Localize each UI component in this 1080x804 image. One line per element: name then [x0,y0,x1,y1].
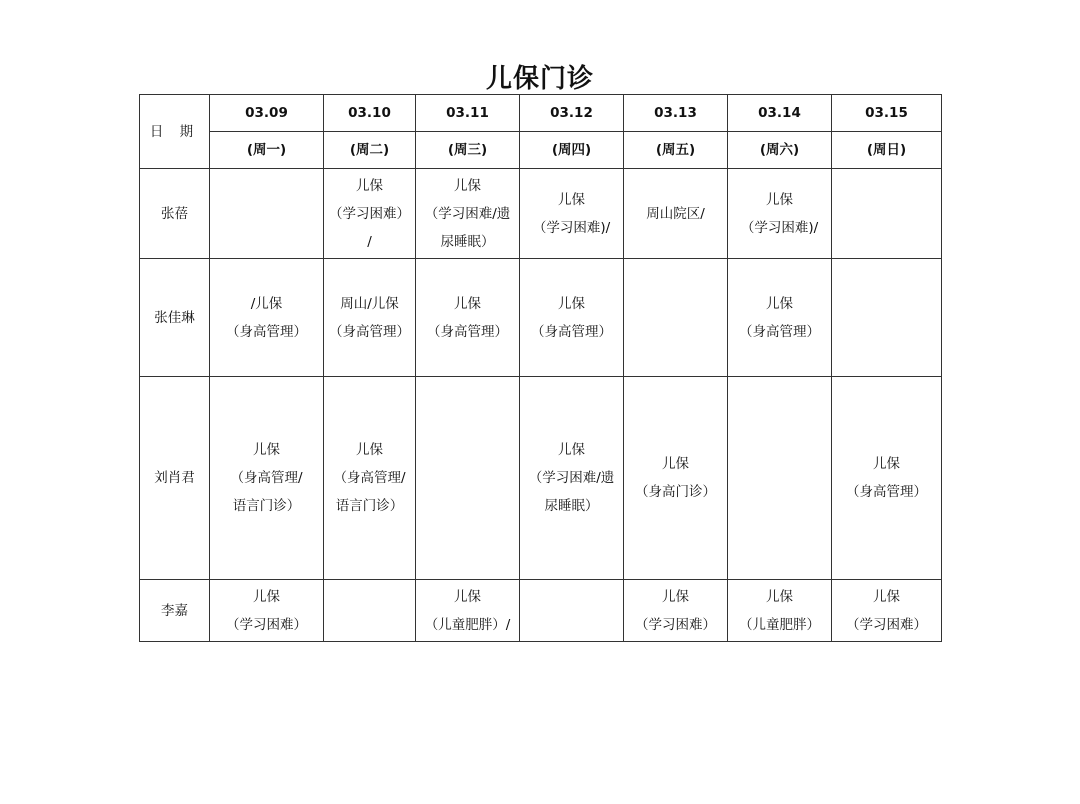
date-cell: 03.13 [624,95,728,132]
weekday-cell: (周六) [728,132,832,169]
schedule-cell-line: 周山院区/ [646,205,705,222]
schedule-cell-line: 儿保 [558,191,585,208]
schedule-cell [210,169,324,259]
schedule-cell-line: 尿睡眠） [440,233,495,250]
doctor-name: 李嘉 [140,580,210,642]
doctor-name: 张佳琳 [140,259,210,377]
schedule-cell [210,580,324,642]
schedule-cell-line: （儿童肥胖）/ [424,616,511,633]
schedule-cell-line: 儿保 [766,588,793,605]
schedule-cell-line: 儿保 [454,177,481,194]
schedule-cell-line: 儿保 [253,442,280,458]
schedule-cell [210,377,324,580]
schedule-cell [728,259,832,377]
weekday-cell: (周四) [520,132,624,169]
schedule-cell-line: 儿保 [766,295,793,312]
schedule-cell [832,377,942,580]
schedule-cell [520,580,624,642]
schedule-cell-line: 儿保 [558,442,585,458]
schedule-cell [728,580,832,642]
schedule-cell-line: 语言门诊） [335,498,404,514]
schedule-cell-line: （身高管理） [329,323,410,340]
schedule-cell-line: 儿保 [558,295,585,312]
schedule-cell-line: （学习困难)/ [532,219,611,236]
table-body [140,95,942,642]
schedule-cell-line: 儿保 [873,588,900,605]
schedule-cell-line: 儿保 [454,295,481,312]
schedule-cell-line: （学习困难） [329,205,410,222]
schedule-cell-line: 儿保 [356,177,383,194]
schedule-cell-line: （身高管理） [739,323,820,340]
weekday-cell: (周五) [624,132,728,169]
schedule-cell-line: （学习困难） [635,616,716,633]
doctor-row [140,169,942,259]
schedule-cell-line: /儿保 [250,295,283,312]
schedule-cell-line: 儿保 [356,442,383,458]
schedule-cell [624,377,728,580]
schedule-cell [520,259,624,377]
schedule-cell-line: 儿保 [873,456,900,472]
date-cell: 03.15 [832,95,942,132]
schedule-cell-line: （学习困难/遗 [424,205,511,222]
schedule-cell [624,169,728,259]
schedule-cell [324,169,416,259]
schedule-cell-line: （学习困难)/ [740,219,819,236]
schedule-cell [416,169,520,259]
schedule-cell [728,169,832,259]
header-date-row [140,95,942,132]
schedule-cell-line: （身高管理） [846,484,927,500]
doctor-name: 张蓓 [140,169,210,259]
doctor-row [140,377,942,580]
schedule-cell [324,580,416,642]
doctor-name: 刘肖君 [140,377,210,580]
schedule-cell [416,580,520,642]
schedule-cell [624,259,728,377]
schedule-cell [832,169,942,259]
schedule-cell [520,377,624,580]
schedule-cell-line: 儿保 [454,588,481,605]
clinic-schedule-table [139,94,942,642]
doctor-row [140,580,942,642]
schedule-cell [416,259,520,377]
schedule-cell-line: （身高门诊） [635,484,716,500]
schedule-cell [210,259,324,377]
page-title: 儿保门诊 [485,64,594,94]
schedule-cell-line: （身高管理） [226,323,307,340]
schedule-cell [728,377,832,580]
schedule-cell [520,169,624,259]
date-cell: 03.11 [416,95,520,132]
schedule-cell-line: （学习困难） [226,616,307,633]
date-cell: 03.12 [520,95,624,132]
date-cell: 03.14 [728,95,832,132]
schedule-cell-line: 语言门诊） [232,498,301,514]
schedule-cell-line: / [367,233,372,250]
schedule-cell-line: （身高管理） [531,323,612,340]
schedule-cell [832,580,942,642]
date-header-label: 日 期 [140,95,210,169]
schedule-cell-line: 儿保 [766,191,793,208]
schedule-cell-line: （学习困难） [846,616,927,633]
schedule-cell-line: 周山/儿保 [340,295,399,312]
date-cell: 03.09 [210,95,324,132]
schedule-cell [324,377,416,580]
schedule-cell-line: 尿睡眠） [544,498,599,514]
schedule-cell-line: （儿童肥胖） [739,616,820,633]
schedule-cell-line: （身高管理/ [230,470,303,486]
weekday-cell: (周三) [416,132,520,169]
schedule-cell [624,580,728,642]
schedule-cell [324,259,416,377]
schedule-cell-line: （身高管理/ [333,470,406,486]
schedule-cell-line: （身高管理） [427,323,508,340]
date-cell: 03.10 [324,95,416,132]
schedule-cell-line: 儿保 [662,456,689,472]
schedule-cell-line: 儿保 [253,588,280,605]
schedule-cell-line: （学习困难/遗 [528,470,615,486]
schedule-cell [832,259,942,377]
weekday-cell: (周一) [210,132,324,169]
doctor-row [140,259,942,377]
weekday-cell: (周二) [324,132,416,169]
schedule-cell-line: 儿保 [662,588,689,605]
header-weekday-row [140,132,942,169]
schedule-cell [416,377,520,580]
weekday-cell: (周日) [832,132,942,169]
